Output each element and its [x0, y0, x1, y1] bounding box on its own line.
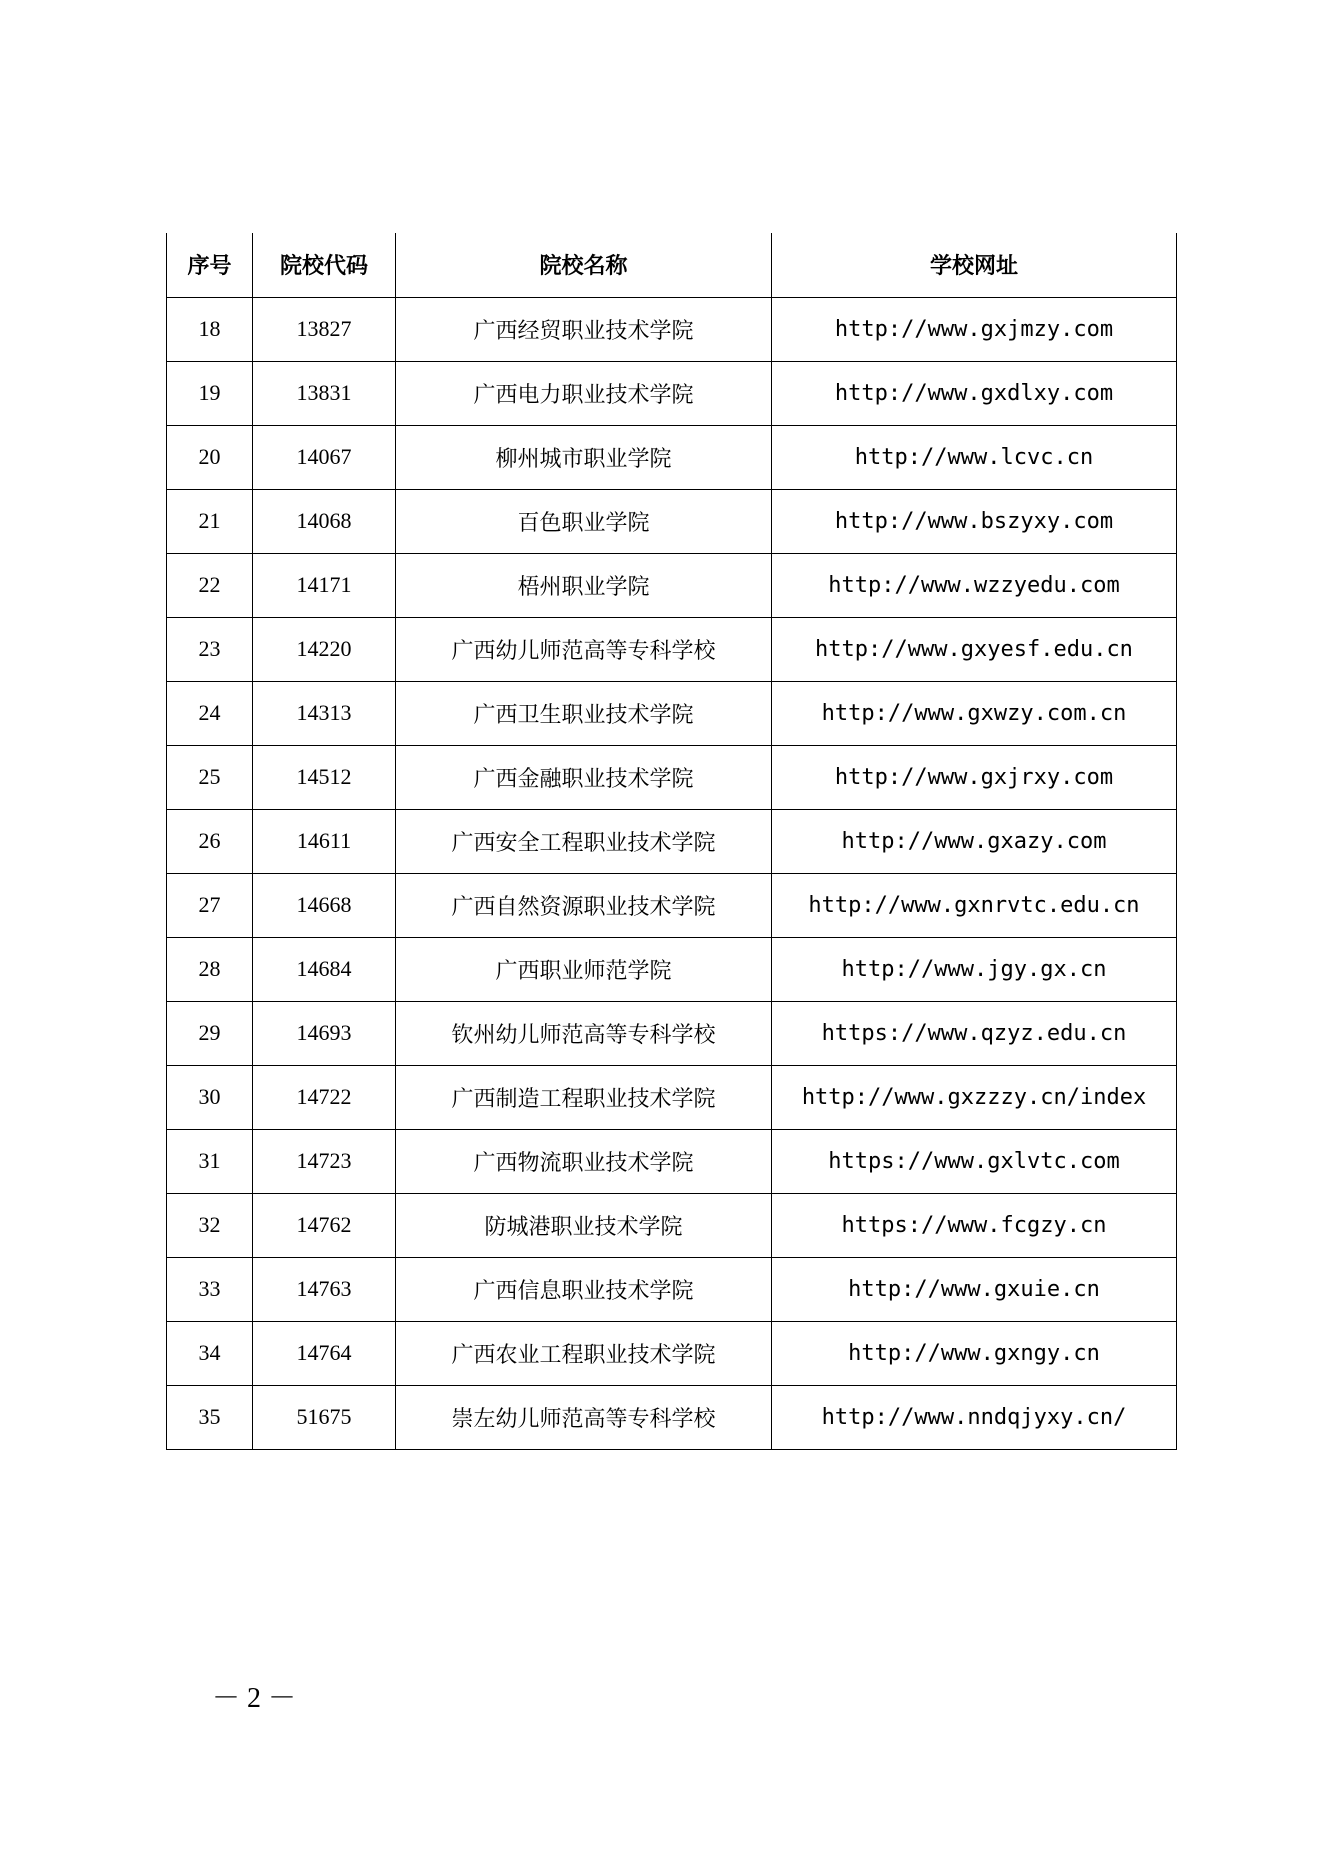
cell-seq: 28: [167, 937, 253, 1001]
cell-url: http://www.gxazy.com: [772, 809, 1177, 873]
table-row: [167, 361, 1177, 425]
cell-url: http://www.wzzyedu.com: [772, 553, 1177, 617]
table-row: [167, 1193, 1177, 1257]
cell-name: 广西金融职业技术学院: [396, 745, 772, 809]
cell-url: http://www.gxjrxy.com: [772, 745, 1177, 809]
table-row: [167, 1257, 1177, 1321]
cell-url: http://www.bszyxy.com: [772, 489, 1177, 553]
cell-name: 广西幼儿师范高等专科学校: [396, 617, 772, 681]
cell-name: 梧州职业学院: [396, 553, 772, 617]
cell-url: http://www.lcvc.cn: [772, 425, 1177, 489]
cell-code: 14068: [253, 489, 396, 553]
cell-seq: 19: [167, 361, 253, 425]
header-url: 学校网址: [772, 233, 1177, 297]
cell-url: http://www.gxnrvtc.edu.cn: [772, 873, 1177, 937]
cell-code: 14313: [253, 681, 396, 745]
table-row: [167, 1321, 1177, 1385]
cell-code: 14722: [253, 1065, 396, 1129]
table-row: [167, 809, 1177, 873]
cell-code: 14764: [253, 1321, 396, 1385]
table-row: [167, 1385, 1177, 1449]
cell-name: 崇左幼儿师范高等专科学校: [396, 1385, 772, 1449]
cell-name: 广西职业师范学院: [396, 937, 772, 1001]
cell-url: https://www.qzyz.edu.cn: [772, 1001, 1177, 1065]
cell-code: 14668: [253, 873, 396, 937]
cell-code: 13827: [253, 297, 396, 361]
header-code: 院校代码: [253, 233, 396, 297]
cell-name: 柳州城市职业学院: [396, 425, 772, 489]
cell-url: http://www.jgy.gx.cn: [772, 937, 1177, 1001]
table-row: [167, 1001, 1177, 1065]
cell-name: 广西制造工程职业技术学院: [396, 1065, 772, 1129]
cell-url: http://www.gxyesf.edu.cn: [772, 617, 1177, 681]
cell-code: 14723: [253, 1129, 396, 1193]
cell-seq: 25: [167, 745, 253, 809]
cell-url: http://www.gxngy.cn: [772, 1321, 1177, 1385]
table-header-row: [167, 233, 1177, 297]
cell-seq: 26: [167, 809, 253, 873]
cell-url: http://www.gxjmzy.com: [772, 297, 1177, 361]
school-list-table: [166, 233, 1177, 1450]
table-row: [167, 425, 1177, 489]
table-row: [167, 873, 1177, 937]
cell-url: https://www.gxlvtc.com: [772, 1129, 1177, 1193]
cell-code: 14220: [253, 617, 396, 681]
cell-code: 51675: [253, 1385, 396, 1449]
table-row: [167, 937, 1177, 1001]
table-row: [167, 745, 1177, 809]
cell-url: http://www.nndqjyxy.cn/: [772, 1385, 1177, 1449]
cell-name: 百色职业学院: [396, 489, 772, 553]
cell-code: 13831: [253, 361, 396, 425]
table-row: [167, 553, 1177, 617]
cell-url: https://www.fcgzy.cn: [772, 1193, 1177, 1257]
table-row: [167, 489, 1177, 553]
cell-seq: 32: [167, 1193, 253, 1257]
cell-name: 钦州幼儿师范高等专科学校: [396, 1001, 772, 1065]
table-row: [167, 1129, 1177, 1193]
cell-name: 广西卫生职业技术学院: [396, 681, 772, 745]
table-row: [167, 617, 1177, 681]
table-row: [167, 297, 1177, 361]
cell-url: http://www.gxuie.cn: [772, 1257, 1177, 1321]
cell-seq: 30: [167, 1065, 253, 1129]
cell-name: 广西自然资源职业技术学院: [396, 873, 772, 937]
cell-url: http://www.gxwzy.com.cn: [772, 681, 1177, 745]
cell-url: http://www.gxzzzy.cn/index: [772, 1065, 1177, 1129]
cell-seq: 21: [167, 489, 253, 553]
cell-code: 14611: [253, 809, 396, 873]
cell-seq: 20: [167, 425, 253, 489]
header-name: 院校名称: [396, 233, 772, 297]
cell-seq: 27: [167, 873, 253, 937]
cell-code: 14512: [253, 745, 396, 809]
cell-code: 14067: [253, 425, 396, 489]
cell-name: 广西物流职业技术学院: [396, 1129, 772, 1193]
cell-seq: 22: [167, 553, 253, 617]
cell-seq: 34: [167, 1321, 253, 1385]
cell-name: 广西农业工程职业技术学院: [396, 1321, 772, 1385]
cell-seq: 31: [167, 1129, 253, 1193]
table-row: [167, 681, 1177, 745]
cell-name: 广西信息职业技术学院: [396, 1257, 772, 1321]
cell-seq: 29: [167, 1001, 253, 1065]
cell-seq: 18: [167, 297, 253, 361]
cell-url: http://www.gxdlxy.com: [772, 361, 1177, 425]
cell-seq: 24: [167, 681, 253, 745]
table-body: [167, 297, 1177, 1449]
cell-code: 14762: [253, 1193, 396, 1257]
cell-name: 广西经贸职业技术学院: [396, 297, 772, 361]
cell-code: 14684: [253, 937, 396, 1001]
cell-name: 防城港职业技术学院: [396, 1193, 772, 1257]
cell-seq: 23: [167, 617, 253, 681]
table-row: [167, 1065, 1177, 1129]
page-number: － 2 －: [212, 1683, 297, 1714]
cell-code: 14693: [253, 1001, 396, 1065]
cell-name: 广西电力职业技术学院: [396, 361, 772, 425]
cell-code: 14171: [253, 553, 396, 617]
cell-seq: 33: [167, 1257, 253, 1321]
cell-name: 广西安全工程职业技术学院: [396, 809, 772, 873]
cell-seq: 35: [167, 1385, 253, 1449]
cell-code: 14763: [253, 1257, 396, 1321]
header-seq: 序号: [167, 233, 253, 297]
